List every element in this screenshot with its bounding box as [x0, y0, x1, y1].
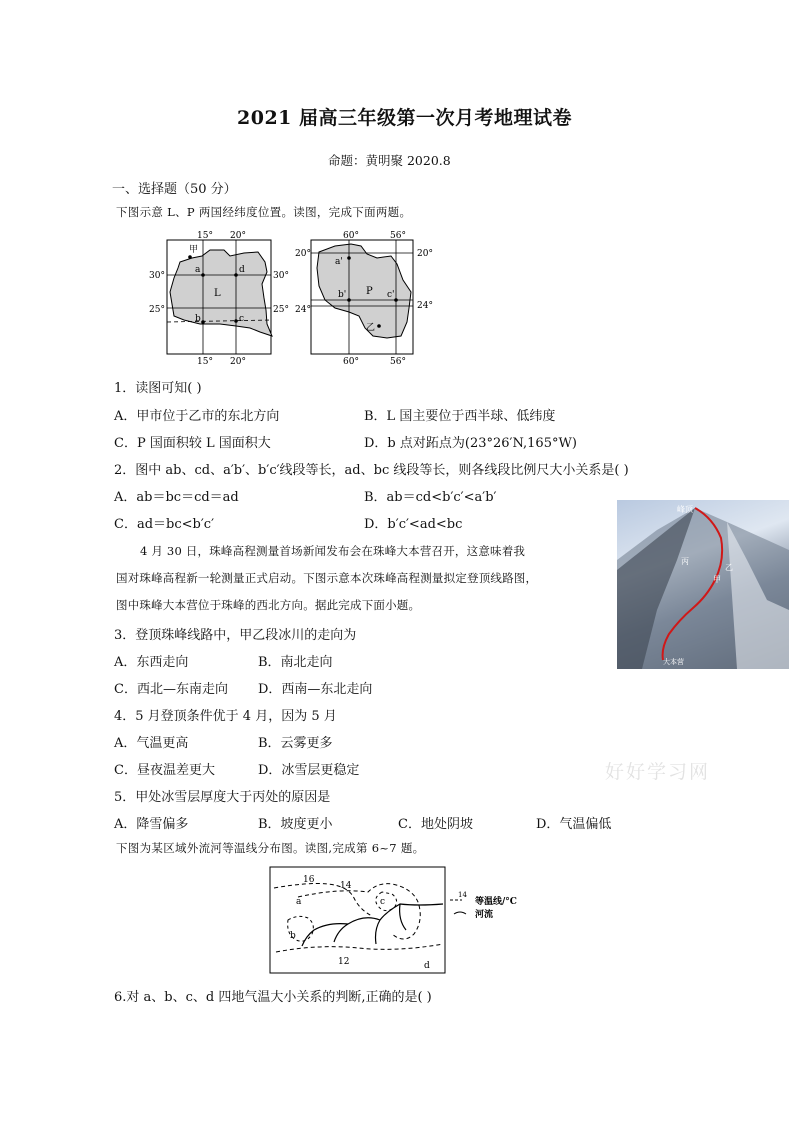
river-branch-1 — [334, 918, 380, 942]
q2-option-c: C．ad＝bc<b′c′ — [114, 517, 215, 532]
route-overlay — [617, 500, 789, 669]
map-l-bottom-15: 15° — [197, 357, 213, 367]
isotherm-14 — [298, 884, 420, 939]
legend-isotherm-label: 等温线/°C — [475, 897, 517, 907]
q5-option-a: A．降雪偏多 — [114, 817, 189, 832]
point-b — [201, 320, 205, 324]
passage-line-1: 4 月 30 日，珠峰高程测量首场新闻发布会在珠峰大本营召开，这意味着我 — [140, 544, 526, 558]
intro-isotherm: 下图为某区域外流河等温线分布图。读图,完成第 6~7 题。 — [116, 841, 425, 855]
q1-option-a: A．甲市位于乙市的东北方向 — [114, 409, 280, 424]
q4-stem: 4．5 月登顶条件优于 4 月，因为 5 月 — [114, 709, 337, 724]
isotherm-16 — [274, 884, 372, 917]
q1-option-d: D．b 点对跖点为(23°26′N,165°W) — [364, 436, 577, 451]
q3-option-a: A．东西走向 — [114, 655, 189, 670]
label-p: P — [366, 286, 373, 297]
q3-option-d: D．西南—东北走向 — [258, 682, 373, 697]
watermark: 好好学习网 — [605, 761, 711, 783]
label-a: a — [195, 265, 201, 275]
q1-option-c: C．P 国面积较 L 国面积大 — [114, 436, 271, 451]
point-label-c: c — [380, 897, 386, 907]
label-c-prime: c' — [387, 290, 395, 300]
q1-stem: 1．读图可知( ) — [114, 381, 202, 396]
label-d: d — [239, 265, 245, 275]
map-l-right-30: 30° — [273, 271, 289, 281]
q2-option-d: D．b′c′<ad<bc — [364, 517, 463, 532]
q2-option-b: B．ab＝cd<b′c′<a′b′ — [364, 490, 497, 505]
q5-stem: 5．甲处冰雪层厚度大于丙处的原因是 — [114, 790, 331, 805]
map-p-top-60: 60° — [343, 231, 359, 241]
map-p-bottom-56: 56° — [390, 357, 406, 367]
label-a-prime: a' — [335, 257, 343, 267]
q2-option-a: A．ab＝bc＝cd＝ad — [114, 490, 239, 505]
passage-line-2: 国对珠峰高程新一轮测量正式启动。下图示意本次珠峰高程测量拟定登顶线路图， — [116, 571, 538, 585]
legend-river-label: 河流 — [475, 910, 494, 920]
label-l: L — [214, 288, 221, 299]
legend-river-symbol — [454, 912, 466, 914]
country-l-shape — [170, 250, 272, 336]
point-a-prime — [347, 256, 351, 260]
point-b-prime — [347, 298, 351, 302]
map-l-top-15: 15° — [197, 231, 213, 241]
photo-label-bing: 丙 — [681, 557, 689, 566]
everest-route-photo — [617, 500, 789, 669]
q3-option-b: B．南北走向 — [258, 655, 333, 670]
q6-stem: 6.对 a、b、c、d 四地气温大小关系的判断,正确的是( ) — [114, 990, 432, 1005]
map-l-left-25: 25° — [149, 305, 165, 315]
q4-option-d: D．冰雪层更稳定 — [258, 763, 360, 778]
passage-line-3: 图中珠峰大本营位于珠峰的西北方向。据此完成下面小题。 — [116, 598, 421, 612]
q4-option-b: B．云雾更多 — [258, 736, 333, 751]
map-p-left-20: 20° — [295, 249, 311, 259]
photo-label-peak: 峰顶 — [677, 505, 693, 514]
map-l-left-30: 30° — [149, 271, 165, 281]
label-jia: 甲 — [189, 245, 199, 255]
isotherm-12 — [276, 944, 443, 952]
river-branch-2 — [302, 924, 348, 946]
map-l-bottom-20: 20° — [230, 357, 246, 367]
point-label-a: a — [296, 897, 302, 907]
label-yi: 乙 — [366, 323, 376, 333]
q5-option-c: C．地处阴坡 — [398, 817, 473, 832]
label-c: c — [239, 314, 245, 324]
page-title: 2021 届高三年级第一次月考地理试卷 — [237, 107, 572, 129]
point-c-prime — [394, 298, 398, 302]
map-l-right-25: 25° — [273, 305, 289, 315]
author-line: 命题：黄明聚 2020.8 — [328, 153, 451, 168]
point-label-d: d — [424, 961, 430, 971]
q2-stem: 2．图中 ab、cd、a′b′、b′c′线段等长，ad、bc 线段等长，则各线段比例尺大小关系是( ) — [114, 463, 629, 478]
map-p-top-56: 56° — [390, 231, 406, 241]
point-a — [201, 273, 205, 277]
photo-label-jia: 甲 — [713, 575, 721, 584]
label-b-prime: b' — [338, 290, 347, 300]
q3-option-c: C．西北—东南走向 — [114, 682, 228, 697]
point-label-b: b — [290, 931, 296, 941]
map-p-right-24: 24° — [417, 301, 433, 311]
label-12: 12 — [338, 957, 350, 967]
q1-option-b: B．L 国主要位于西半球、低纬度 — [364, 409, 556, 424]
point-c — [234, 319, 238, 323]
point-jia — [188, 255, 192, 259]
point-d — [234, 273, 238, 277]
river-branch-3 — [400, 904, 406, 930]
map-p-left-24: 24° — [295, 305, 311, 315]
label-16: 16 — [303, 875, 315, 885]
q5-option-b: B．坡度更小 — [258, 817, 333, 832]
section-heading: 一、选择题（50 分） — [112, 182, 237, 197]
label-14: 14 — [340, 881, 352, 891]
map-p-bottom-60: 60° — [343, 357, 359, 367]
photo-label-yi: 乙 — [725, 563, 733, 572]
label-b: b — [195, 314, 201, 324]
isotherm-map — [268, 864, 543, 976]
map-p-right-20: 20° — [417, 249, 433, 259]
q4-option-c: C．昼夜温差更大 — [114, 763, 215, 778]
country-p-shape — [317, 244, 411, 338]
point-yi — [377, 324, 381, 328]
map-l — [140, 228, 290, 368]
q5-option-d: D．气温偏低 — [536, 817, 612, 832]
photo-label-base: 大本营 — [663, 658, 684, 666]
map-l-top-20: 20° — [230, 231, 246, 241]
q4-option-a: A．气温更高 — [114, 736, 189, 751]
legend-isotherm-number: 14 — [458, 891, 467, 899]
intro-maps: 下图示意 L、P 两国经纬度位置。读图，完成下面两题。 — [116, 205, 412, 219]
map-p — [295, 228, 445, 368]
q3-stem: 3．登顶珠峰线路中，甲乙段冰川的走向为 — [114, 628, 357, 643]
